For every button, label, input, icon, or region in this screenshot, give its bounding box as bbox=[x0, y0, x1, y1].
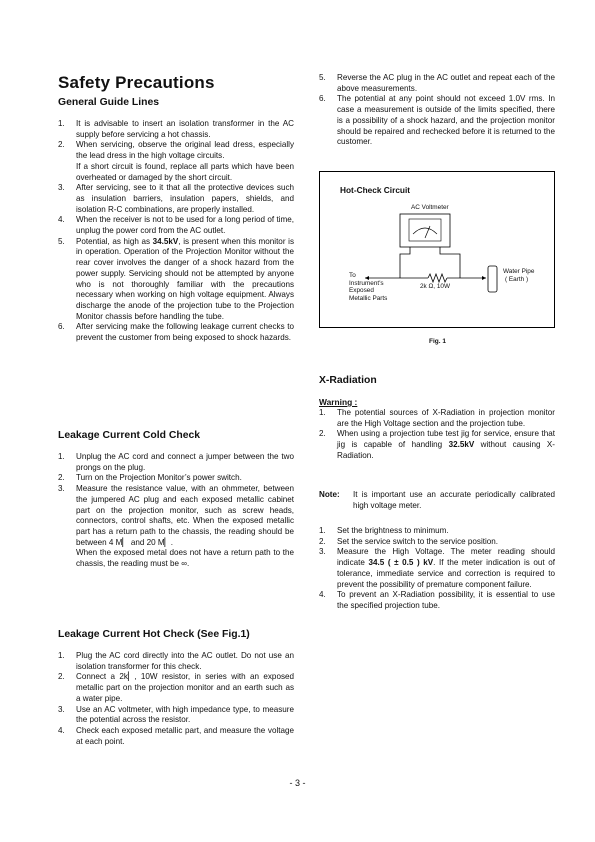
list-text: Turn on the Projection Monitor’s power switch. bbox=[76, 473, 242, 483]
list-text: Plug the AC cord directly into the AC outlet. Do not use an isolation transformer for this check. bbox=[76, 651, 294, 671]
list-text: When the receiver is not to be used for a long period of time, unplug the power cord from the AC outlet. bbox=[76, 215, 294, 236]
circuit-diagram bbox=[320, 172, 556, 329]
resistor-label: 2k Ω, 10W bbox=[420, 283, 450, 290]
note-text: It is important use an accurate periodically calibrated high voltage meter. bbox=[353, 490, 555, 510]
resistor-symbol bbox=[428, 274, 447, 282]
list-text-bold: 34.5kV bbox=[152, 236, 179, 246]
instrument-label-line: Metallic Parts bbox=[349, 294, 388, 302]
hot-check-circuit-figure bbox=[319, 171, 555, 328]
list-item bbox=[58, 705, 294, 726]
list-text-post: . If the meter indication is out of tolerance, immediate service and correction is required to prevent the possibility of premature component failure. bbox=[337, 558, 555, 589]
list-text: The potential sources of X-Radiation in projection monitor are the High Voltage section and the projection tube. bbox=[337, 408, 555, 428]
list-item bbox=[319, 408, 555, 429]
page-title: Safety Precautions bbox=[58, 73, 215, 92]
list-item bbox=[58, 322, 294, 343]
list-text-pre: Measure the High Voltage. The meter reading should indicate bbox=[337, 547, 555, 568]
list-number: 3. bbox=[319, 547, 326, 557]
list-number: 1. bbox=[58, 651, 65, 660]
list-item bbox=[319, 526, 555, 537]
cold-check-heading: Leakage Current Cold Check bbox=[58, 430, 201, 441]
list-text: Check each exposed metallic part, and measure the voltage at each point. bbox=[76, 725, 294, 746]
list-text bbox=[76, 237, 294, 323]
instrument-label-line: Exposed bbox=[349, 287, 374, 295]
list-number: 2. bbox=[58, 672, 65, 682]
list-number: 1. bbox=[58, 119, 65, 128]
figure-caption: Fig. 1 bbox=[429, 338, 446, 345]
list-text-pre: Potential, as high as bbox=[76, 236, 153, 246]
list-number: 5. bbox=[319, 73, 326, 82]
list-number: 6. bbox=[319, 94, 326, 104]
list-item bbox=[58, 215, 294, 236]
list-item bbox=[319, 94, 555, 148]
list-text-post: , is present when this monitor is in operation. Operation of the Projection Monitor without the rear cover involves the danger of a shock hazard from the power supply. Servicing should not be attempted by anyone who is not thoroughly familiar with the precautions necessary when working on high voltage equipment. Always discharge the anode of the projection tube to the Projection Monitor chassis before handling the tube. bbox=[76, 236, 294, 321]
note-label: Note: bbox=[319, 490, 340, 499]
list-text: Use an AC voltmeter, with high impedance type, to measure the potential across the resistor. bbox=[76, 704, 294, 725]
list-text-extra: If a short circuit is found, replace all parts which have been overheated or damaged by the short circuit. bbox=[76, 161, 294, 182]
list-text: To prevent an X-Radiation possibility, it is essential to use the specified projection tube. bbox=[337, 590, 555, 610]
list-text-bold: 32.5kV bbox=[448, 440, 475, 450]
list-number: 2. bbox=[319, 429, 326, 439]
list-text: Set the brightness to minimum. bbox=[337, 526, 449, 535]
list-text bbox=[337, 547, 555, 590]
list-item bbox=[58, 726, 294, 747]
list-number: 2. bbox=[58, 140, 65, 150]
list-number: 4. bbox=[319, 590, 326, 600]
list-number: 5. bbox=[58, 236, 65, 246]
list-text-pre: When using a projection tube test jig for service, ensure that jig is capable of handling bbox=[337, 429, 555, 450]
list-item bbox=[58, 140, 294, 183]
list-text: After servicing, see to it that all the protective devices such as insulation barriers, insulation papers, shields, and isolation R-C combinations, are properly installed. bbox=[76, 183, 294, 214]
hot-check-heading: Leakage Current Hot Check (See Fig.1) bbox=[58, 629, 250, 640]
list-number: 2. bbox=[58, 473, 65, 483]
list-number: 1. bbox=[319, 408, 326, 417]
list-item bbox=[58, 237, 294, 323]
list-text-post: without causing X-Radiation. bbox=[337, 440, 555, 460]
list-item bbox=[319, 590, 555, 611]
x-radiation-heading: X-Radiation bbox=[319, 375, 377, 386]
list-item bbox=[319, 73, 555, 94]
list-item bbox=[319, 537, 555, 548]
list-text: After servicing make the following leakage current checks to prevent the customer from being exposed to shock hazards. bbox=[76, 322, 294, 343]
cold-check-list bbox=[58, 452, 294, 570]
list-item bbox=[58, 473, 294, 484]
list-text: Set the service switch to the service position. bbox=[337, 536, 499, 546]
voltmeter-scale bbox=[413, 228, 437, 234]
list-text: Connect a 2k▏, 10W resistor, in series with an exposed metallic part on the projection monitor and an earth such as a water pipe. bbox=[76, 672, 294, 703]
list-number: 3. bbox=[58, 484, 65, 494]
instrument-label-line: Instrument's bbox=[349, 279, 384, 287]
list-item bbox=[58, 484, 294, 570]
page-number: - 3 - bbox=[289, 778, 306, 788]
x-radiation-steps-list bbox=[319, 526, 555, 612]
instrument-label-line: To bbox=[349, 272, 356, 279]
water-pipe-icon bbox=[488, 266, 497, 292]
warning-list bbox=[319, 408, 555, 462]
list-number: 2. bbox=[319, 536, 326, 546]
list-text: When servicing, observe the original lead dress, especially the lead dress in the high voltage circuits. bbox=[76, 140, 294, 161]
list-text: Measure the resistance value, with an ohmmeter, between the jumpered AC plug and each exposed metallic cabinet part on the projection monitor, such as screw heads, connectors, control shafts, etc. When the exposed metallic part has a return path to the chassis, the reading should be between 4 M▏ and 20 M▏. bbox=[76, 484, 294, 547]
list-number: 4. bbox=[58, 215, 65, 225]
list-item bbox=[58, 183, 294, 215]
list-number: 3. bbox=[58, 704, 65, 714]
list-item bbox=[58, 651, 294, 672]
general-guidelines-heading: General Guide Lines bbox=[58, 97, 160, 108]
hot-check-continued-list bbox=[319, 73, 555, 148]
list-item bbox=[58, 119, 294, 140]
warning-label: Warning : bbox=[319, 397, 358, 407]
list-text: The potential at any point should not exceed 1.0V rms. In case a measurement is outside of the limits specified, there is a possibility of a shock hazard, and the projection monitor should be repaired and rechecked before it is returned to the customer. bbox=[337, 94, 555, 147]
list-item bbox=[58, 452, 294, 473]
voltmeter-lead-right bbox=[440, 247, 460, 278]
list-text: Reverse the AC plug in the AC outlet and repeat each of the above measurements. bbox=[337, 73, 555, 93]
list-text: Unplug the AC cord and connect a jumper between the two prongs on the plug. bbox=[76, 452, 294, 472]
figure-title: Hot-Check Circuit bbox=[340, 185, 411, 195]
arrow-right-icon bbox=[482, 276, 486, 280]
voltmeter-label: AC Voltmeter bbox=[411, 204, 449, 211]
water-pipe-label-line: Water Pipe bbox=[503, 268, 535, 275]
list-item bbox=[319, 429, 555, 461]
instrument-label bbox=[349, 272, 387, 302]
hot-check-list bbox=[58, 651, 294, 747]
list-text-bold: 34.5 ( ± 0.5 ) kV bbox=[368, 558, 434, 568]
list-number: 4. bbox=[58, 725, 65, 735]
water-pipe-label bbox=[503, 268, 534, 283]
list-item bbox=[319, 547, 555, 590]
list-number: 6. bbox=[58, 322, 65, 332]
voltmeter-lead-left bbox=[400, 247, 410, 278]
general-guidelines-list bbox=[58, 119, 294, 344]
list-number: 1. bbox=[319, 526, 326, 535]
list-number: 3. bbox=[58, 183, 65, 193]
list-item bbox=[58, 672, 294, 704]
list-text: It is advisable to insert an isolation transformer in the AC supply before servicing a hot chassis. bbox=[76, 119, 294, 139]
list-text-extra: When the exposed metal does not have a return path to the chassis, the reading must be ∞. bbox=[76, 548, 294, 569]
list-number: 1. bbox=[58, 452, 65, 461]
water-pipe-label-line: ( Earth ) bbox=[505, 275, 529, 283]
list-text bbox=[337, 429, 555, 461]
